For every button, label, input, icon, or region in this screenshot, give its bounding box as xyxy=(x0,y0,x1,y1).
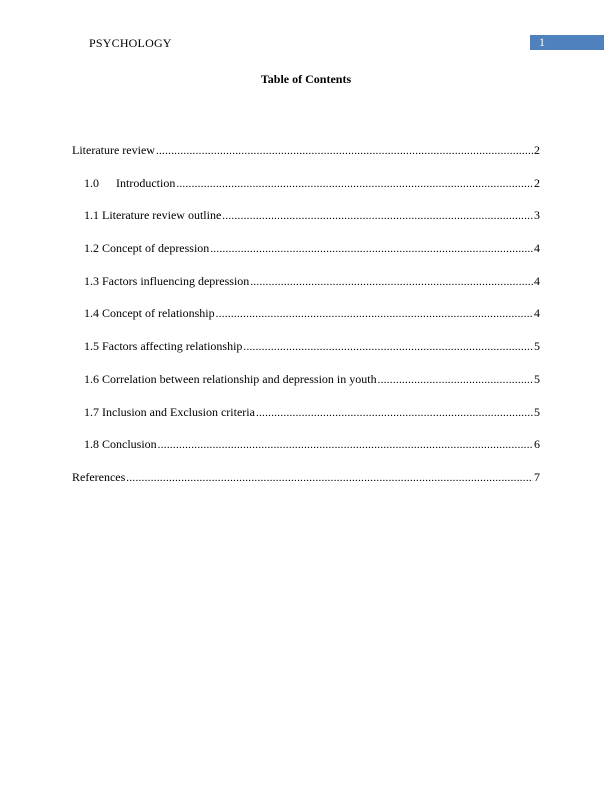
toc-entry[interactable] xyxy=(72,273,540,306)
toc-entry[interactable] xyxy=(72,371,540,404)
toc-entry-page: 4 xyxy=(534,241,540,256)
toc-entry[interactable] xyxy=(72,404,540,437)
running-head: PSYCHOLOGY xyxy=(89,36,172,50)
toc-entry-label: Introduction xyxy=(116,175,176,190)
toc-entry-page: 5 xyxy=(534,404,540,419)
toc-dot-leader xyxy=(176,176,533,192)
toc-entry[interactable] xyxy=(72,240,540,273)
toc-dot-leader xyxy=(250,274,533,290)
toc-entry[interactable] xyxy=(72,338,540,371)
toc-dot-leader xyxy=(156,143,533,159)
toc-entry[interactable] xyxy=(72,469,540,502)
toc-entry[interactable] xyxy=(72,175,540,208)
toc-entry-page: 2 xyxy=(534,143,540,157)
toc-entry-page: 5 xyxy=(534,371,540,386)
toc-entry-page: 5 xyxy=(534,339,540,354)
toc-list xyxy=(72,142,540,502)
toc-entry-label: 1.8 Conclusion xyxy=(84,437,157,452)
toc-entry-label: 1.1 Literature review outline xyxy=(84,208,222,223)
toc-entry-label: Literature review xyxy=(72,143,155,157)
toc-dot-leader xyxy=(126,470,533,486)
toc-title: Table of Contents xyxy=(260,72,352,86)
toc-entry-page: 4 xyxy=(534,306,540,321)
toc-entry-page: 4 xyxy=(534,273,540,288)
toc-dot-leader xyxy=(210,241,533,257)
toc-entry-label: References xyxy=(72,469,126,484)
toc-dot-leader xyxy=(256,405,533,421)
toc-dot-leader xyxy=(216,306,533,322)
toc-dot-leader xyxy=(378,372,533,388)
toc-dot-leader xyxy=(222,208,533,224)
page-number: 1 xyxy=(539,35,545,49)
page-number-badge xyxy=(530,35,604,50)
toc-dot-leader xyxy=(158,437,533,453)
toc-entry[interactable] xyxy=(72,207,540,240)
toc-entry[interactable] xyxy=(72,436,540,469)
toc-entry-page: 7 xyxy=(534,469,540,484)
toc-entry-label: 1.7 Inclusion and Exclusion criteria xyxy=(84,404,255,419)
toc-entry-page: 3 xyxy=(534,208,540,223)
toc-dot-leader xyxy=(243,339,533,355)
toc-entry-number: 1.0 xyxy=(84,175,99,190)
toc-entry-label: 1.5 Factors affecting relationship xyxy=(84,339,243,354)
toc-entry-label: 1.4 Concept of relationship xyxy=(84,306,215,321)
toc-entry-label: 1.2 Concept of depression xyxy=(84,241,210,256)
toc-entry[interactable] xyxy=(72,305,540,338)
toc-entry-page: 6 xyxy=(534,437,540,452)
toc-entry-label: 1.6 Correlation between relationship and depression in youth xyxy=(84,371,377,386)
toc-entry-label: 1.3 Factors influencing depression xyxy=(84,273,250,288)
toc-entry-page: 2 xyxy=(534,175,540,190)
toc-entry[interactable] xyxy=(72,142,540,175)
